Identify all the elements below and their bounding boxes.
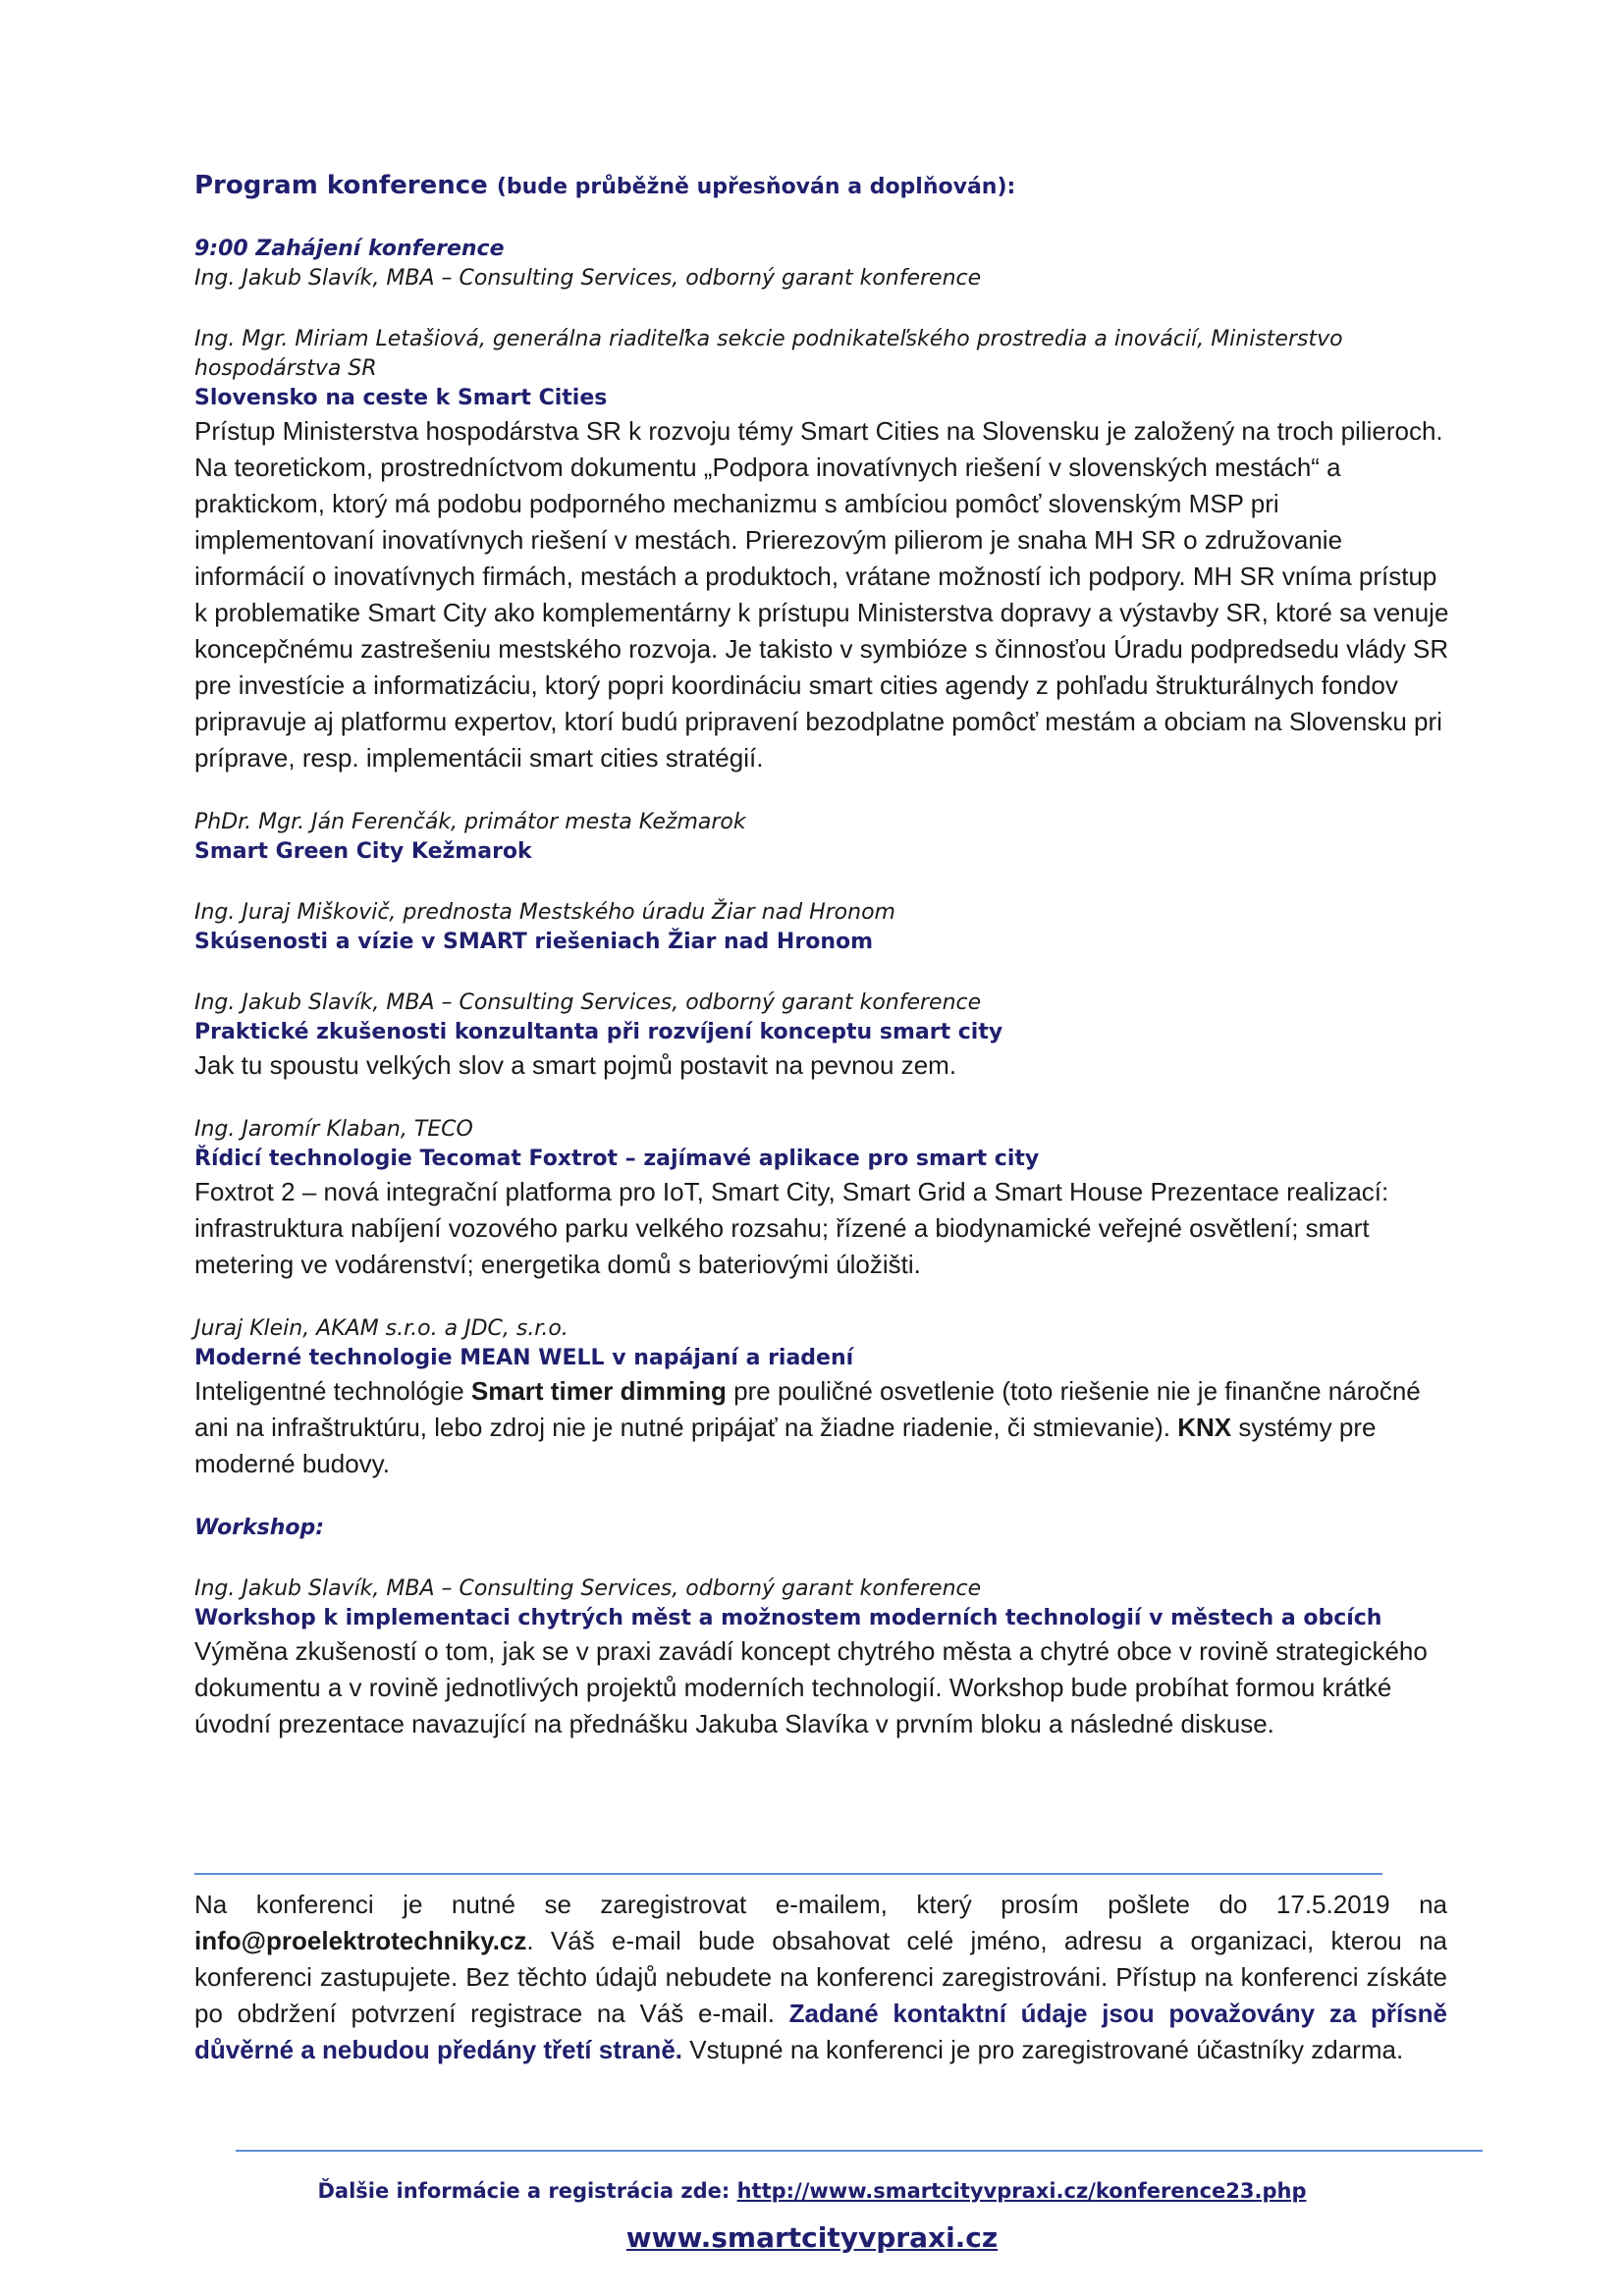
speaker-name: Juraj Klein, AKAM s.r.o. a JDC, s.r.o. — [194, 1316, 568, 1341]
program-item — [194, 898, 1455, 957]
program-item — [194, 1115, 1455, 1283]
talk-description: Prístup Ministerstva hospodárstva SR k rozvoju témy Smart Cities na Slovensku je založený na troch pilieroch. Na teoretickom, prostredníctvom dokumentu „Podpora inovatívnych riešení v slovenských mestách“ a praktickom, ktorý má podobu podporného mechanizmu s ambíciou pomôcť slovenským MSP pri implementovaní inovatívnych riešení v mestách. Prierezovým pilierom je snaha MH SR o združovanie informácií o inovatívnych firmách, mestách a produktoch, vrátane možností ich podpory. MH SR vníma prístup k problematike Smart City ako komplementárny k prístupu Ministerstva dopravy a výstavby SR, ktoré sa venuje koncepčnému zastrešeniu mestského rozvoja. Je takisto v symbióze s činnosťou Úradu podpredsedu vlády SR pre investície a informatizáciu, ktorý popri koordináciu smart cities agendy z pohľadu štrukturálnych fondov pripravuje aj platformu expertov, ktorí budú pripravení bezodplatne pomôcť mestám a obciam na Slovensku pri príprave, resp. implementácii smart cities stratégií. — [194, 416, 1449, 773]
divider — [236, 2150, 1483, 2152]
footer-info-label: Ďalšie informácie a registrácia zde: — [317, 2179, 731, 2203]
program-item-opening — [194, 235, 1455, 294]
speaker-name: Ing. Jakub Slavík, MBA – Consulting Services, odborný garant konference — [194, 266, 982, 291]
desc-highlight: Smart timer dimming — [470, 1376, 727, 1406]
speaker-name: Ing. Juraj Miškovič, prednosta Mestského úradu Žiar nad Hronom — [194, 900, 895, 925]
workshop-description: Výměna zkušeností o tom, jak se v praxi zavádí koncept chytrého města a chytré obce v rovině strategického dokumentu a v rovině jednotlivých projektů moderních technologií. Workshop bude probíhat formou krátké úvodní prezentace navazující na přednášku Jakuba Slavíka v prvním bloku a následné diskuse. — [194, 1636, 1428, 1738]
talk-title: Praktické zkušenosti konzultanta při rozvíjení konceptu smart city — [194, 1020, 1003, 1044]
opening-time-title: 9:00 Zahájení konference — [194, 237, 505, 261]
talk-title: Moderné technologie MEAN WELL v napájaní a riadení — [194, 1346, 854, 1370]
talk-description: Jak tu spoustu velkých slov a smart pojmů postavit na pevnou zem. — [194, 1050, 957, 1080]
speaker-name: Ing. Mgr. Miriam Letašiová, generálna riaditeľka sekcie podnikateľského prostredia a inovácií, Ministerstvo hospodárstva SR — [194, 327, 1343, 381]
title-main: Program konference — [194, 171, 488, 200]
website-link[interactable]: www.smartcityvpraxi.cz — [625, 2221, 999, 2254]
workshop-title: Workshop k implementaci chytrých měst a možnostem moderních technologií v městech a obcích — [194, 1606, 1382, 1630]
workshop-item — [194, 1575, 1455, 1742]
desc-highlight: KNX — [1177, 1413, 1232, 1442]
desc-text: pre pouličné osvetlenie (toto riešenie nie je finančne náročné ani na infraštruktúru, lebo zdroj nie je nutné pripájať na žiadne riadenie, či stmievanie). — [194, 1376, 1421, 1442]
desc-text: Inteligentné technológie — [194, 1376, 471, 1406]
speaker-name: Ing. Jaromír Klaban, TECO — [194, 1117, 473, 1142]
registration-email: info@proelektrotechniky.cz — [194, 1926, 527, 1955]
speaker-name: Ing. Jakub Slavík, MBA – Consulting Services, odborný garant konference — [194, 1576, 982, 1601]
reg-text: Na konferenci je nutné se zaregistrovat e-mailem, který prosím pošlete do 17.5.2019 na — [194, 1890, 1447, 1919]
program-item — [194, 1314, 1455, 1482]
talk-description — [194, 1373, 1455, 1482]
program-item — [194, 325, 1455, 776]
talk-title: Řídicí technologie Tecomat Foxtrot – zajímavé aplikace pro smart city — [194, 1147, 1040, 1171]
conference-link[interactable]: http://www.smartcityvpraxi.cz/konference23.php — [736, 2179, 1307, 2203]
footer-site — [0, 2220, 1624, 2256]
talk-title: Smart Green City Kežmarok — [194, 839, 532, 864]
desc-text: systémy pre moderné budovy. — [194, 1413, 1377, 1478]
talk-title: Skúsenosti a vízie v SMART riešeniach Žiar nad Hronom — [194, 930, 874, 954]
title-note: (bude průběžně upřesňován a doplňován): — [496, 175, 1016, 199]
privacy-notice: Zadané kontaktní údaje jsou považovány za přísně důvěrné a nebudou předány třetí straně. — [194, 1999, 1447, 2064]
program-item — [194, 808, 1455, 867]
program-item — [194, 988, 1455, 1084]
reg-text: Vstupné na konferenci je pro zaregistrované účastníky zdarma. — [682, 2035, 1404, 2064]
divider — [194, 1873, 1382, 1875]
talk-description: Foxtrot 2 – nová integrační platforma pro IoT, Smart City, Smart Grid a Smart House Prezentace realizací: infrastruktura nabíjení vozového parku velkého rozsahu; řízené a biodynamické veřejné osvětlení; smart metering ve vodárenství; energetika domů s bateriovými úložišti. — [194, 1177, 1389, 1279]
reg-text: . Váš e-mail bude obsahovat celé jméno, adresu a organizaci, kterou na konferenci zastupujete. Bez těchto údajů nebudete na konferenci zaregistrováni. Přístup na konferenci získáte po obdržení potvrzení registrace na Váš e-mail. — [194, 1926, 1447, 2028]
talk-title: Slovensko na ceste k Smart Cities — [194, 386, 608, 410]
page-title — [194, 169, 1455, 204]
footer-info — [0, 2177, 1624, 2205]
program-content — [194, 169, 1455, 1774]
speaker-name: Ing. Jakub Slavík, MBA – Consulting Services, odborný garant konference — [194, 990, 982, 1015]
registration-text — [194, 1887, 1447, 2068]
speaker-name: PhDr. Mgr. Ján Ferenčák, primátor mesta Kežmarok — [194, 810, 746, 834]
workshop-heading: Workshop: — [194, 1516, 325, 1540]
